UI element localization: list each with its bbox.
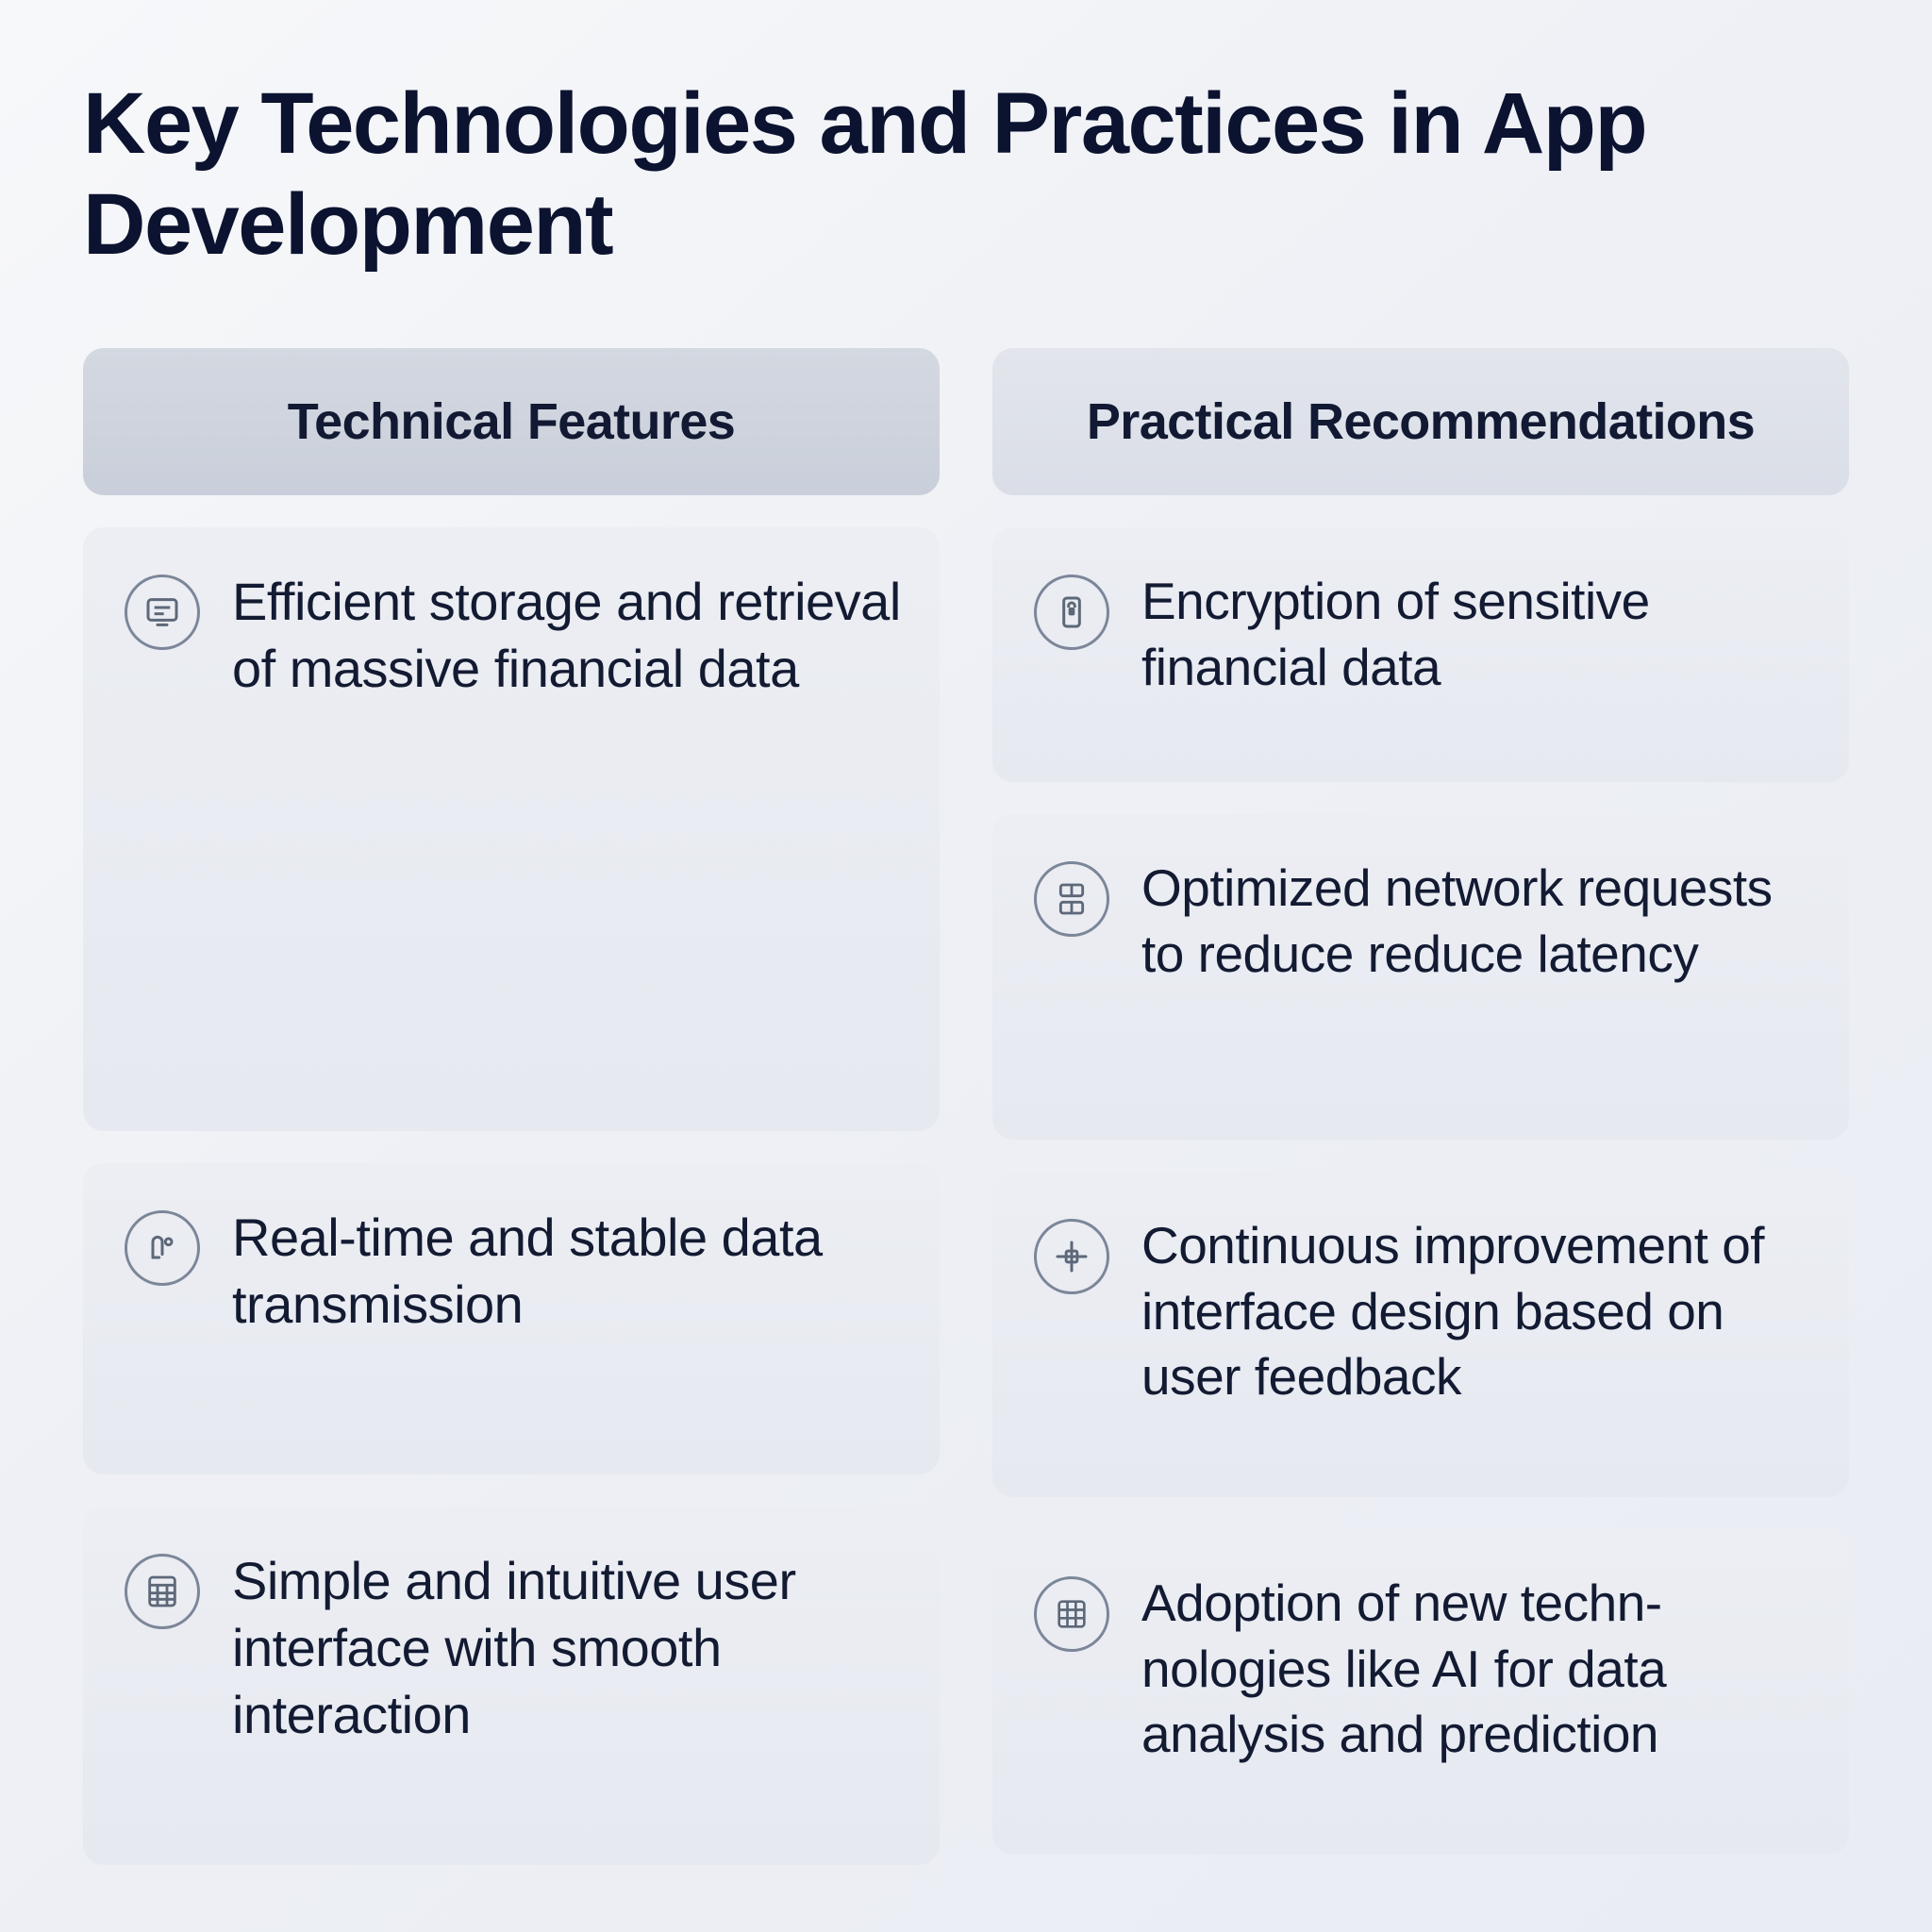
database-icon (125, 575, 200, 650)
signal-transmission-icon (125, 1210, 200, 1286)
card-right-4-text: Adoption of new techn-nologies like AI for data analysis and prediction (1141, 1574, 1667, 1764)
column-practical-recommendations (992, 348, 1849, 1855)
card-left-3-text: Simple and intuitive user interface with smooth interaction (232, 1551, 796, 1744)
columns-container (83, 348, 1849, 1865)
card-right-4 (992, 1529, 1849, 1855)
column-header-practical-recommendations: Practical Recommendations (992, 348, 1849, 495)
column-technical-features (83, 348, 940, 1865)
layout-adjust-icon (1034, 1219, 1109, 1294)
card-right-2-text: Optimized network requests to reduce reduce latency (1141, 858, 1773, 983)
card-left-2 (83, 1163, 940, 1474)
lock-mobile-icon (1034, 575, 1109, 650)
card-left-1-text: Efficient storage and retrieval of massive financial data (232, 572, 901, 698)
ai-chip-icon (1034, 1576, 1109, 1652)
card-right-1-text: Encryption of sensitive financial data (1141, 572, 1650, 696)
card-left-3 (83, 1507, 940, 1865)
page-title: Key Technologies and Practices in App Development (83, 75, 1647, 273)
card-left-1 (83, 527, 940, 1131)
grid-interface-icon (125, 1554, 200, 1629)
card-left-2-text: Real-time and stable data transmission (232, 1208, 823, 1334)
column-header-technical-features: Technical Features (83, 348, 940, 495)
card-right-1 (992, 527, 1849, 782)
card-right-3 (992, 1172, 1849, 1497)
card-right-3-text: Continuous improvement of interface design based on user feedback (1141, 1216, 1765, 1407)
card-right-2 (992, 814, 1849, 1140)
network-stack-icon (1034, 861, 1109, 937)
